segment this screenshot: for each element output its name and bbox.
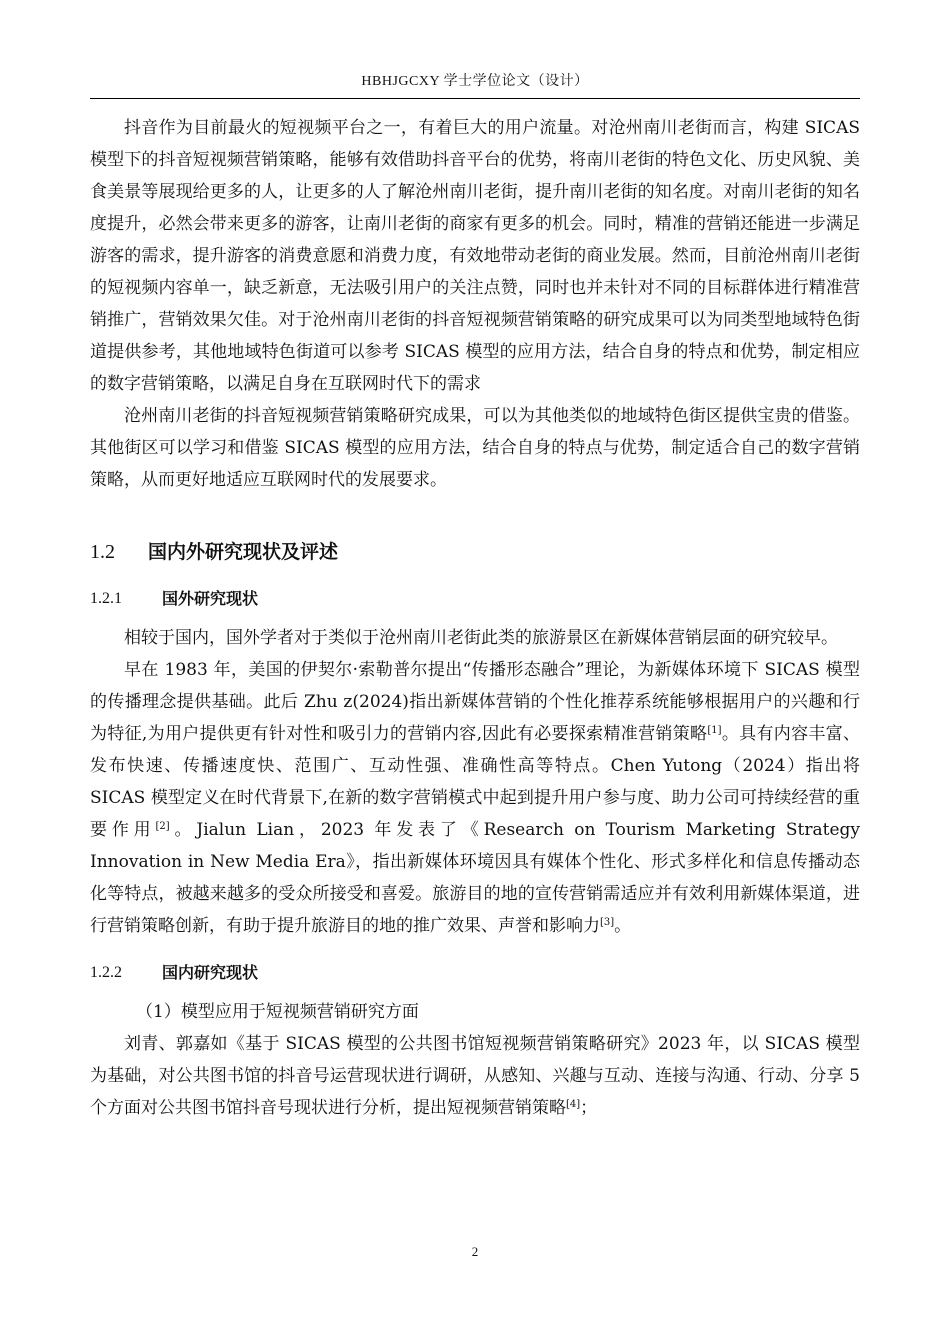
paragraph: 沧州南川老街的抖音短视频营销策略研究成果，可以为其他类似的地域特色街区提供宝贵的借鉴。其他街区可以学习和借鉴 SICAS 模型的应用方法，结合自身的特点与优势，制定适合自己的数字营销策略，从而更好地适应互联网时代的发展要求。 [90, 406, 860, 490]
subsection-heading [90, 956, 860, 990]
running-header: HBHJGCXY 学士学位论文（设计） [90, 66, 860, 99]
text-run: 刘青、郭嘉如《基于 SICAS 模型的公共图书馆短视频营销策略研究》2023 年，以 SICAS 模型为基础，对公共图书馆的抖音号运营现状进行调研，从感知、兴趣与互动、连接与沟通、行动、分享 5 个方面对公共图书馆抖音号现状进行分析，提出短视频营销策略 [90, 1034, 860, 1118]
page-number: 2 [471, 1244, 479, 1259]
paragraph: 抖音作为目前最火的短视频平台之一，有着巨大的用户流量。对沧州南川老街而言，构建 SICAS 模型下的抖音短视频营销策略，能够有效借助抖音平台的优势，将南川老街的特色文化、历史风貌、美食美景等展现给更多的人，让更多的人了解沧州南川老街，提升南川老街的知名度。对南川老街的知名度提升，必然会带来更多的游客，让南川老街的商家有更多的机会。同时，精准的营销还能进一步满足游客的需求，提升游客的消费意愿和消费力度，有效地带动老街的商业发展。然而，目前沧州南川老街的短视频内容单一，缺乏新意，无法吸引用户的关注点赞，同时也并未针对不同的目标群体进行精准营销推广，营销效果欠佳。对于沧州南川老街的抖音短视频营销策略的研究成果可以为同类型地域特色街道提供参考，其他地域特色街道可以参考 SICAS 模型的应用方法，结合自身的特点和优势，制定相应的数字营销策略，以满足自身在互联网时代下的需求 [90, 118, 860, 394]
list-heading: （1）模型应用于短视频营销研究方面 [136, 1002, 419, 1022]
citation-ref: [4] [566, 1099, 581, 1110]
paragraph [90, 654, 860, 942]
citation-ref: [1] [707, 725, 722, 736]
document-body [90, 112, 860, 1124]
text-run: 。Jialun Lian，2023 年发表了《Research on Tourism Marketing Strategy Innovation in New Media Era》，指出新媒体环境因具有媒体个性化、形式多样化和信息传播动态化等特点，被越来越多的受众所接受和喜爱。旅游目的地的宣传营销需适应并有效利用新媒体渠道，进行营销策略创新，有助于提升旅游目的地的推广效果、声誉和影响力 [90, 820, 860, 936]
subsection-title: 国内研究现状 [162, 963, 259, 982]
subsection-number: 1.2.1 [90, 590, 122, 607]
text-run: 。 [614, 916, 632, 936]
citation-ref: [3] [600, 917, 615, 928]
subsection-number: 1.2.2 [90, 964, 122, 981]
citation-ref: [2] [155, 821, 170, 832]
section-heading [90, 530, 860, 574]
subsection-heading [90, 582, 860, 616]
text-run: 。具有内容丰富、发布快速、传播速度快、范围广、互动性强、准确性高等特点。Chen Yutong（2024）指出将 SICAS 模型定义在时代背景下,在新的数字营销模式中起到提升用户参与度、助力公司可持续经营的重要作用 [90, 724, 861, 840]
section-number: 1.2 [90, 541, 115, 563]
paragraph: 相较于国内，国外学者对于类似于沧州南川老街此类的旅游景区在新媒体营销层面的研究较早。 [124, 628, 838, 648]
text-run: ； [580, 1098, 598, 1118]
subsection-title: 国外研究现状 [162, 589, 259, 608]
paragraph [90, 1028, 860, 1124]
text-run: 早在 1983 年，美国的伊契尔·索勒普尔提出“传播形态融合”理论，为新媒体环境下 SICAS 模型的传播理念提供基础。此后 Zhu z(2024)指出新媒体营销的个性化推荐系统能够根据用户的兴趣和行为特征,为用户提供更有针对性和吸引力的营销内容,因此有必要探索精准营销策略 [90, 660, 860, 744]
section-title: 国内外研究现状及评述 [148, 541, 339, 563]
